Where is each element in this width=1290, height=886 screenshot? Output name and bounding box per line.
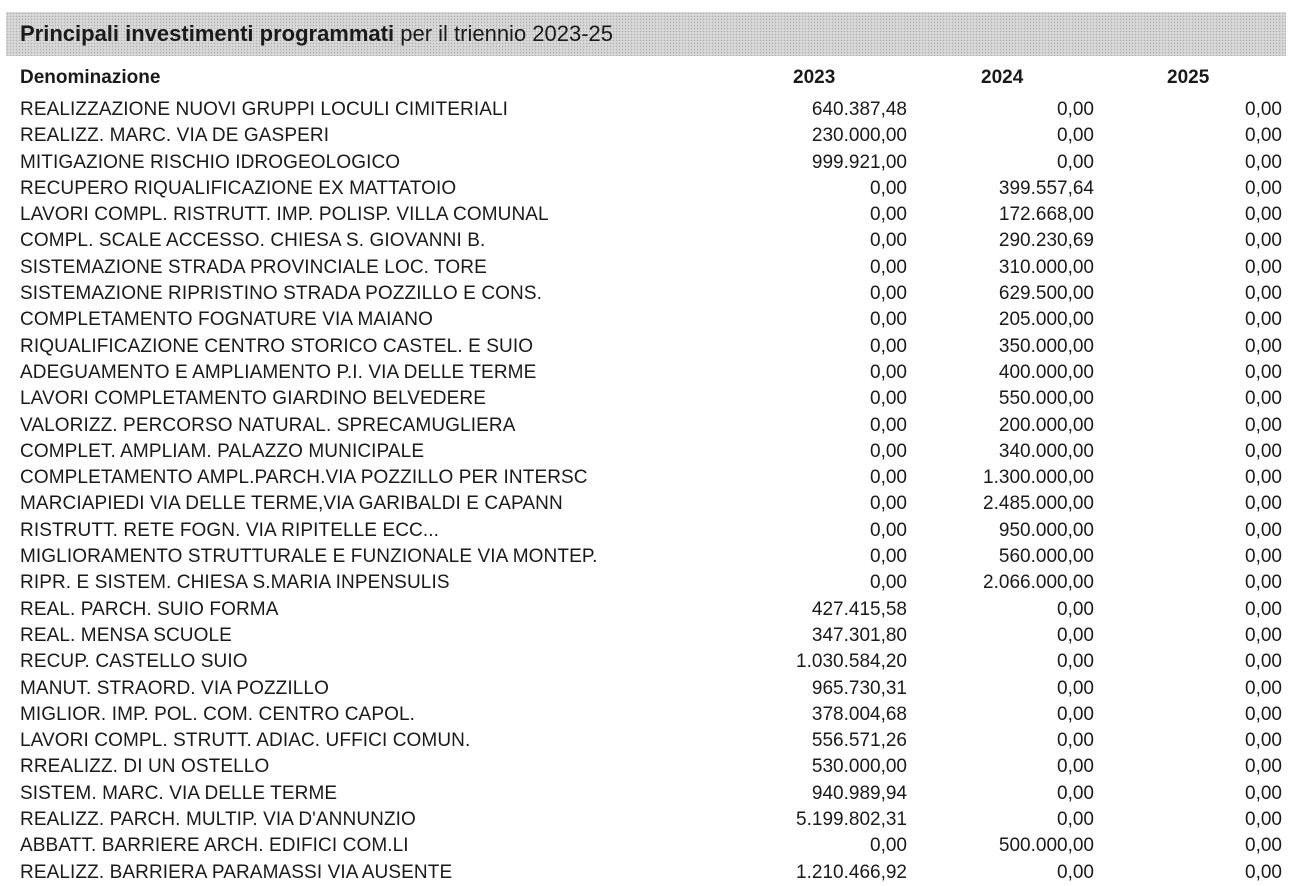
row-value-2024: 2.485.000,00 [983,493,1094,515]
table-row [20,833,1282,859]
table-row [20,623,1282,649]
row-value-2024: 0,00 [1057,703,1094,725]
row-value-2023: 556.571,26 [811,730,907,752]
table-row [20,307,1282,333]
section-title-bold: Principali investimenti programmati [20,21,395,46]
row-value-2025: 0,00 [1245,309,1282,331]
row-value-2025: 0,00 [1245,572,1282,594]
row-value-2023: 0,00 [870,388,907,410]
table-row [20,150,1282,176]
row-value-2023: 0,00 [870,283,907,305]
row-value-2025: 0,00 [1245,388,1282,410]
row-name: RISTRUTT. RETE FOGN. VIA RIPITELLE ECC... [20,519,440,541]
row-value-2023: 0,00 [870,572,907,594]
row-name: COMPLETAMENTO AMPL.PARCH.VIA POZZILLO PER INTERSC [20,467,588,489]
row-value-2023: 965.730,31 [811,677,907,699]
table-row [20,597,1282,623]
table-row [20,176,1282,202]
row-value-2023: 940.989,94 [811,782,907,804]
table-row [20,491,1282,517]
row-name: SISTEM. MARC. VIA DELLE TERME [20,782,338,804]
row-value-2025: 0,00 [1245,440,1282,462]
row-name: REAL. PARCH. SUIO FORMA [20,598,279,620]
row-value-2024: 0,00 [1057,861,1094,883]
row-value-2024: 0,00 [1057,756,1094,778]
row-value-2025: 0,00 [1245,782,1282,804]
table-row [20,518,1282,544]
row-value-2024: 0,00 [1057,677,1094,699]
row-value-2023: 640.387,48 [811,99,907,120]
row-value-2024: 550.000,00 [998,388,1094,410]
row-value-2023: 0,00 [870,361,907,383]
table-body [20,97,1282,886]
row-name: VALORIZZ. PERCORSO NATURAL. SPRECAMUGLIERA [20,414,516,436]
table-row [20,544,1282,570]
row-name: RECUPERO RIQUALIFICAZIONE EX MATTATOIO [20,177,457,199]
row-name: LAVORI COMPL. RISTRUTT. IMP. POLISP. VILLA COMUNAL [20,204,549,226]
row-name: REAL. MENSA SCUOLE [20,624,232,646]
section-title-rest: per il triennio 2023-25 [394,21,614,46]
row-value-2025: 0,00 [1245,283,1282,305]
row-value-2023: 0,00 [870,309,907,331]
row-value-2023: 0,00 [870,493,907,515]
row-value-2024: 0,00 [1057,151,1094,173]
row-value-2023: 427.415,58 [811,598,907,620]
row-value-2023: 0,00 [870,546,907,568]
row-value-2025: 0,00 [1245,730,1282,752]
row-value-2024: 0,00 [1057,624,1094,646]
table-row [20,386,1282,412]
table-row [20,702,1282,728]
row-value-2023: 0,00 [870,204,907,226]
table-row [20,728,1282,754]
row-value-2024: 205.000,00 [998,309,1094,331]
row-value-2025: 0,00 [1245,204,1282,226]
row-value-2023: 999.921,00 [811,151,907,173]
table-row [20,281,1282,307]
row-name: RECUP. CASTELLO SUIO [20,651,248,673]
row-value-2024: 2.066.000,00 [983,572,1094,594]
table-row [20,860,1282,886]
row-value-2024: 500.000,00 [998,835,1094,857]
row-name: ABBATT. BARRIERE ARCH. EDIFICI COM.LI [20,835,409,857]
row-name: MIGLIOR. IMP. POL. COM. CENTRO CAPOL. [20,703,416,725]
table-row [20,228,1282,254]
row-value-2025: 0,00 [1245,861,1282,883]
row-name: RREALIZZ. DI UN OSTELLO [20,756,270,778]
table-row [20,754,1282,780]
row-value-2023: 0,00 [870,440,907,462]
row-value-2025: 0,00 [1245,493,1282,515]
row-value-2023: 0,00 [870,467,907,489]
table-row [20,465,1282,491]
row-value-2024: 340.000,00 [998,440,1094,462]
header-2025: 2025 [1167,67,1210,88]
table-header [20,66,1282,90]
row-value-2025: 0,00 [1245,624,1282,646]
row-value-2025: 0,00 [1245,835,1282,857]
row-value-2025: 0,00 [1245,361,1282,383]
row-value-2024: 0,00 [1057,651,1094,673]
row-value-2024: 0,00 [1057,782,1094,804]
table-row [20,570,1282,596]
table-row [20,413,1282,439]
table-row [20,781,1282,807]
row-value-2024: 310.000,00 [998,256,1094,278]
row-value-2025: 0,00 [1245,677,1282,699]
row-value-2025: 0,00 [1245,756,1282,778]
table-row [20,334,1282,360]
row-name: MIGLIORAMENTO STRUTTURALE E FUNZIONALE VIA MONTEP. [20,546,598,568]
row-name: LAVORI COMPL. STRUTT. ADIAC. UFFICI COMUN. [20,730,471,752]
row-value-2023: 347.301,80 [811,624,907,646]
row-value-2025: 0,00 [1245,703,1282,725]
header-2023: 2023 [793,67,836,88]
row-name: COMPL. SCALE ACCESSO. CHIESA S. GIOVANNI B. [20,230,486,252]
row-value-2025: 0,00 [1245,519,1282,541]
row-value-2024: 0,00 [1057,730,1094,752]
row-value-2025: 0,00 [1245,230,1282,252]
section-title [6,12,1286,56]
row-name: SISTEMAZIONE RIPRISTINO STRADA POZZILLO E CONS. [20,283,543,305]
row-name: REALIZZ. BARRIERA PARAMASSI VIA AUSENTE [20,861,453,883]
row-value-2023: 1.210.466,92 [796,861,907,883]
header-name: Denominazione [20,67,161,88]
row-name: RIPR. E SISTEM. CHIESA S.MARIA INPENSULIS [20,572,450,594]
row-value-2023: 0,00 [870,256,907,278]
row-value-2023: 0,00 [870,177,907,199]
table-row [20,255,1282,281]
row-value-2025: 0,00 [1245,809,1282,831]
row-value-2024: 1.300.000,00 [983,467,1094,489]
row-name: MITIGAZIONE RISCHIO IDROGEOLOGICO [20,151,401,173]
row-value-2025: 0,00 [1245,151,1282,173]
row-value-2024: 200.000,00 [998,414,1094,436]
row-value-2023: 230.000,00 [811,125,907,147]
row-name: RIQUALIFICAZIONE CENTRO STORICO CASTEL. E SUIO [20,335,534,357]
row-value-2025: 0,00 [1245,546,1282,568]
row-value-2024: 400.000,00 [998,361,1094,383]
table-row [20,649,1282,675]
row-value-2025: 0,00 [1245,99,1282,120]
row-value-2023: 1.030.584,20 [796,651,907,673]
table-row [20,807,1282,833]
row-value-2023: 378.004,68 [811,703,907,725]
row-value-2024: 350.000,00 [998,335,1094,357]
header-2024: 2024 [981,67,1024,88]
table-row [20,202,1282,228]
row-value-2023: 0,00 [870,835,907,857]
row-value-2024: 0,00 [1057,598,1094,620]
row-name: ADEGUAMENTO E AMPLIAMENTO P.I. VIA DELLE TERME [20,361,537,383]
row-value-2024: 0,00 [1057,809,1094,831]
row-value-2023: 5.199.802,31 [796,809,907,831]
table-row [20,97,1282,123]
row-value-2025: 0,00 [1245,256,1282,278]
row-name: LAVORI COMPLETAMENTO GIARDINO BELVEDERE [20,388,486,410]
table-row [20,439,1282,465]
row-value-2024: 950.000,00 [998,519,1094,541]
table-row [20,123,1282,149]
row-value-2025: 0,00 [1245,125,1282,147]
row-value-2025: 0,00 [1245,335,1282,357]
row-name: REALIZZ. PARCH. MULTIP. VIA D'ANNUNZIO [20,809,416,831]
table-row [20,360,1282,386]
row-value-2024: 560.000,00 [998,546,1094,568]
row-value-2025: 0,00 [1245,467,1282,489]
row-value-2023: 530.000,00 [811,756,907,778]
row-name: REALIZZAZIONE NUOVI GRUPPI LOCULI CIMITERIALI [20,99,509,120]
row-value-2024: 629.500,00 [998,283,1094,305]
row-value-2024: 0,00 [1057,125,1094,147]
row-value-2023: 0,00 [870,519,907,541]
row-value-2025: 0,00 [1245,598,1282,620]
row-value-2024: 0,00 [1057,99,1094,120]
row-name: MANUT. STRAORD. VIA POZZILLO [20,677,329,699]
row-value-2024: 290.230,69 [998,230,1094,252]
row-value-2025: 0,00 [1245,651,1282,673]
row-value-2024: 399.557,64 [998,177,1094,199]
row-name: COMPLETAMENTO FOGNATURE VIA MAIANO [20,309,434,331]
row-name: REALIZZ. MARC. VIA DE GASPERI [20,125,330,147]
row-value-2023: 0,00 [870,335,907,357]
row-name: SISTEMAZIONE STRADA PROVINCIALE LOC. TORE [20,256,487,278]
row-value-2024: 172.668,00 [998,204,1094,226]
row-value-2023: 0,00 [870,414,907,436]
row-value-2025: 0,00 [1245,177,1282,199]
table-row [20,676,1282,702]
row-value-2023: 0,00 [870,230,907,252]
row-name: MARCIAPIEDI VIA DELLE TERME,VIA GARIBALDI E CAPANN [20,493,563,515]
row-name: COMPLET. AMPLIAM. PALAZZO MUNICIPALE [20,440,425,462]
row-value-2025: 0,00 [1245,414,1282,436]
